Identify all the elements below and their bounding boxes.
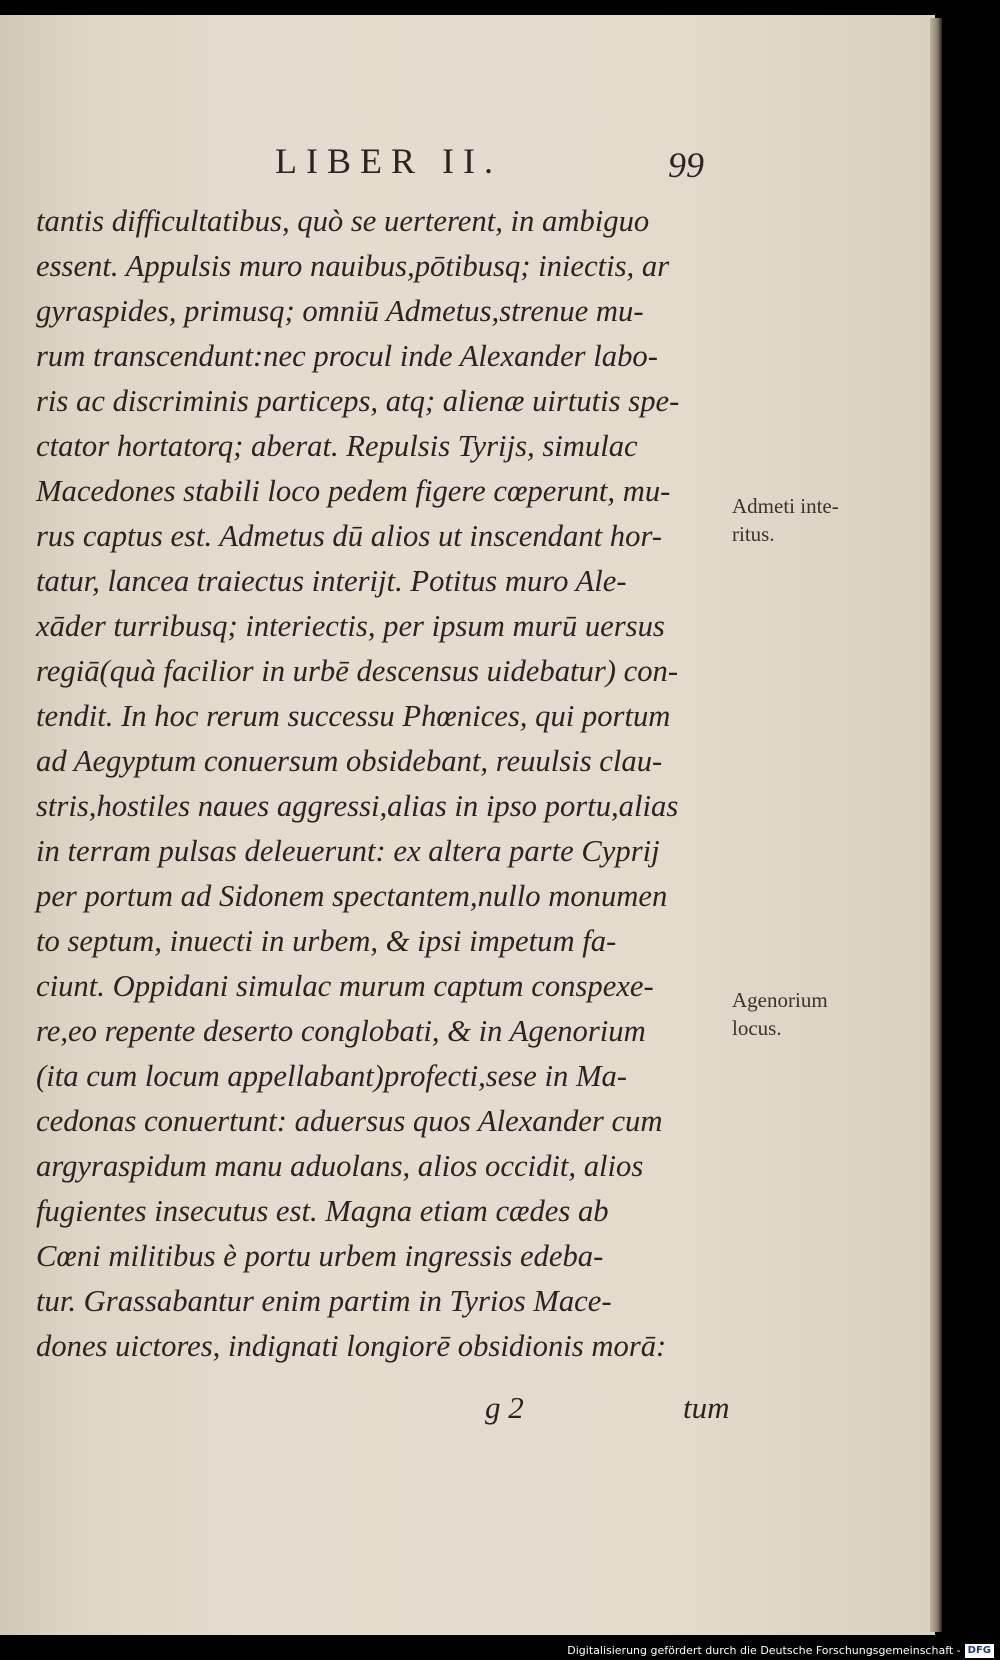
text-line: gyraspides, primusq; omniū Admetus,strenue mu- — [36, 293, 644, 328]
text-line: dones uictores, indignati longiorē obsidionis morā: — [36, 1328, 667, 1363]
text-line: argyraspidum manu aduolans, alios occidit, alios — [36, 1148, 644, 1183]
text-line: per portum ad Sidonem spectantem,nullo monumen — [36, 878, 668, 913]
text-line: essent. Appulsis muro nauibus,pōtibusq; iniectis, ar — [36, 248, 670, 283]
marginal-note-line: Agenorium — [732, 988, 828, 1012]
text-line: rum transcendunt:nec procul inde Alexander labo- — [36, 338, 658, 373]
text-line: tantis difficultatibus, quò se uerterent, in ambiguo — [36, 203, 650, 238]
text-line: rus captus est. Admetus dū alios ut inscendant hor- — [36, 518, 662, 553]
signature-mark: g 2 — [485, 1390, 524, 1425]
page-header — [0, 140, 935, 185]
text-line: regiā(quà facilior in urbē descensus uidebatur) con- — [36, 653, 679, 688]
text-line: (ita cum locum appellabant)profecti,sese in Ma- — [36, 1058, 628, 1093]
text-line: ad Aegyptum conuersum obsidebant, reuulsis clau- — [36, 743, 663, 778]
marginal-note-line: ritus. — [732, 522, 775, 546]
marginal-note-admetus — [732, 492, 892, 548]
text-line: to septum, inuecti in urbem, & ipsi impetum fa- — [36, 923, 617, 958]
text-line: tendit. In hoc rerum successu Phœnices, qui portum — [36, 698, 671, 733]
text-line: ris ac discriminis particeps, atq; alienæ uirtutis spe- — [36, 383, 680, 418]
text-line: cedonas conuertunt: aduersus quos Alexander cum — [36, 1103, 663, 1138]
digitization-footer — [0, 1641, 1000, 1660]
text-line: fugientes insecutus est. Magna etiam cædes ab — [36, 1193, 609, 1228]
text-line: tur. Grassabantur enim partim in Tyrios Mace- — [36, 1283, 612, 1318]
running-title: LIBER II. — [275, 141, 502, 181]
text-line: ciunt. Oppidani simulac murum captum conspexe- — [36, 968, 654, 1003]
catchword: tum — [683, 1390, 730, 1425]
text-line: stris,hostiles naues aggressi,alias in ipso portu,alias — [36, 788, 679, 823]
text-line: tatur, lancea traiectus interijt. Potitus muro Ale- — [36, 563, 627, 598]
body-text — [36, 198, 716, 1368]
text-line: Macedones stabili loco pedem figere cœperunt, mu- — [36, 473, 671, 508]
text-line: ctator hortatorq; aberat. Repulsis Tyrijs, simulac — [36, 428, 638, 463]
text-line: Cœni militibus è portu urbem ingressis edeba- — [36, 1238, 604, 1273]
text-line: re,eo repente deserto conglobati, & in Agenorium — [36, 1013, 646, 1048]
text-line: xāder turribusq; interiectis, per ipsum murū uersus — [36, 608, 665, 643]
marginal-note-line: Admeti inte- — [732, 494, 839, 518]
page-number: 99 — [668, 145, 704, 185]
marginal-note-line: locus. — [732, 1016, 782, 1040]
marginal-note-agenorium — [732, 986, 892, 1042]
catchline — [0, 1390, 935, 1435]
text-line: in terram pulsas deleuerunt: ex altera parte Cyprij — [36, 833, 660, 868]
dfg-logo: DFG — [965, 1644, 994, 1658]
footer-text: Digitalisierung gefördert durch die Deutsche Forschungsgemeinschaft - — [567, 1644, 961, 1657]
